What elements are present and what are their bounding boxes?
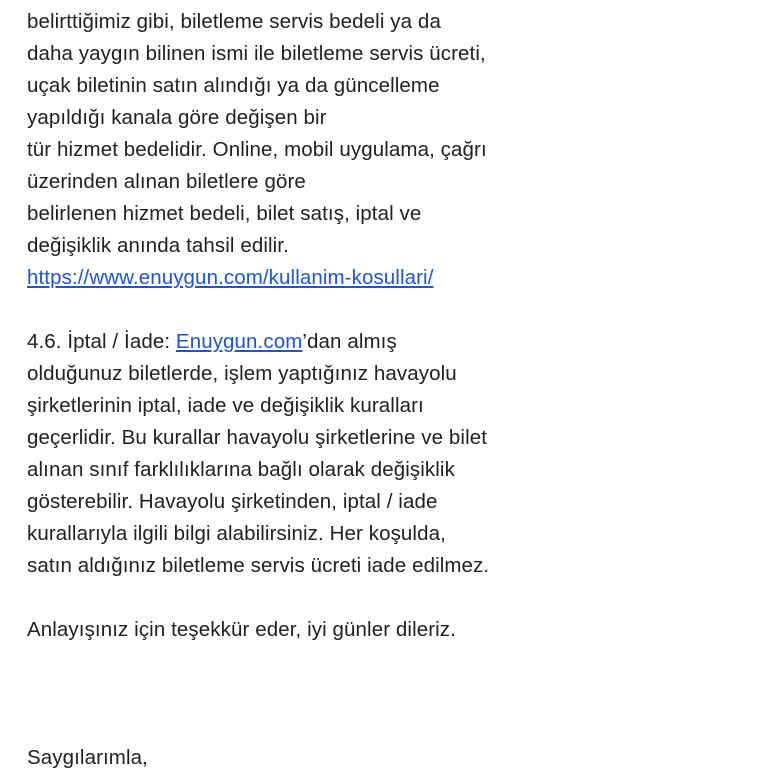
text-line: değişiklik anında tahsil edilir. — [27, 234, 289, 257]
text-line: daha yaygın bilinen ismi ile biletleme servis ücreti, — [27, 42, 486, 65]
paragraph-gap — [27, 710, 587, 742]
text-line: Anlayışınız için teşekkür eder, iyi günler dileriz. — [27, 618, 456, 641]
clause-heading-line — [27, 326, 587, 358]
text-line: alınan sınıf farklılıklarına bağlı olarak değişiklik — [27, 458, 455, 481]
enuygun-site-link[interactable]: Enuygun.com — [175, 330, 303, 353]
text-line: tür hizmet bedelidir. Online, mobil uygulama, çağrı — [27, 138, 487, 161]
text-line: kurallarıyla ilgili bilgi alabilirsiniz. Her koşulda, — [27, 522, 446, 545]
message-text-flow — [27, 6, 587, 774]
paragraph-gap — [27, 646, 587, 678]
text-line: olduğunuz biletlerde, işlem yaptığınız havayolu — [27, 362, 457, 385]
text-line: geçerlidir. Bu kurallar havayolu şirketlerine ve bilet — [27, 426, 488, 449]
clause-heading-suffix: ’dan almış — [302, 330, 397, 353]
paragraph-gap — [27, 294, 587, 326]
terms-and-conditions-link[interactable]: https://www.enuygun.com/kullanim-kosullari/ — [27, 266, 434, 289]
text-line: belirlenen hizmet bedeli, bilet satış, iptal ve — [27, 202, 422, 225]
paragraph-service-fee — [27, 6, 587, 294]
text-line: gösterebilir. Havayolu şirketinden, iptal / iade — [27, 490, 438, 513]
signoff-line: Saygılarımla, — [27, 746, 148, 769]
text-line: şirketlerinin iptal, iade ve değişiklik kuralları — [27, 394, 424, 417]
paragraph-gap — [27, 678, 587, 710]
paragraph-thanks — [27, 614, 587, 646]
text-line: yapıldığı kanala göre değişen bir — [27, 106, 327, 129]
paragraph-signoff — [27, 742, 587, 774]
clause-number-label: 4.6. İptal / İade: — [27, 330, 176, 353]
terms-url-line — [27, 262, 587, 294]
text-line: belirttiğimiz gibi, biletleme servis bedeli ya da — [27, 10, 441, 33]
text-line: üzerinden alınan biletlere göre — [27, 170, 306, 193]
paragraph-cancellation-refund — [27, 326, 587, 582]
text-line: satın aldığınız biletleme servis ücreti iade edilmez. — [27, 554, 490, 577]
paragraph-gap — [27, 582, 587, 614]
text-line: uçak biletinin satın alındığı ya da güncelleme — [27, 74, 440, 97]
